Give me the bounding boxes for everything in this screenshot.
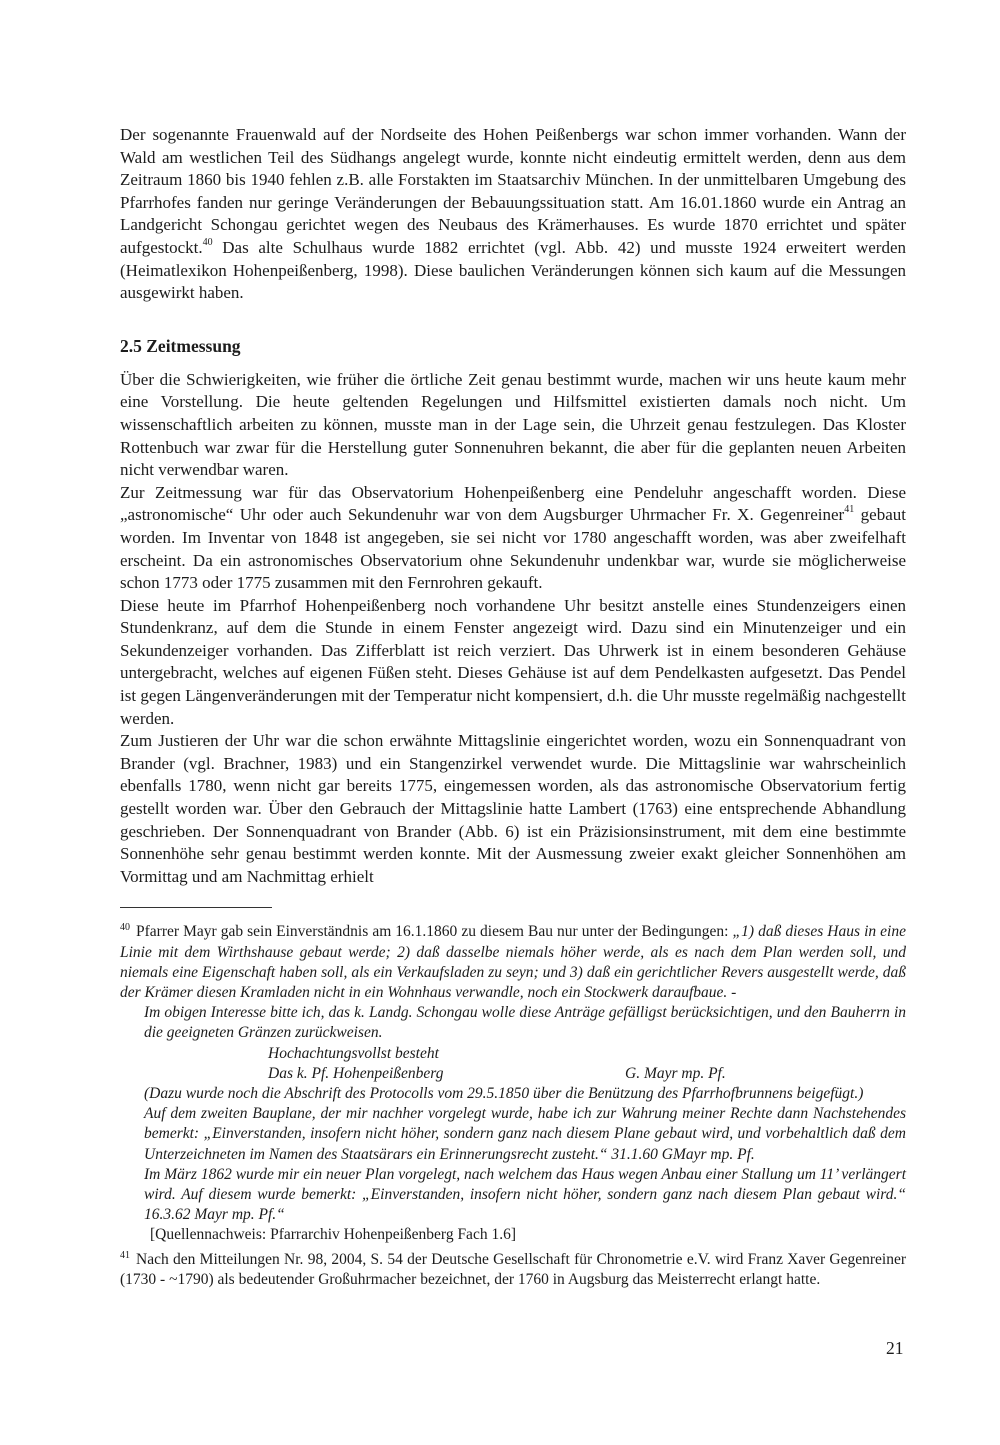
footnote-40-first: [120, 918, 906, 1003]
paragraph-2-text-b: gebaut worden. Im Inventar von 1848 ist angegeben, sie sei nicht vor 1780 angeschafft worden, was aber zweifelhaft erscheint. Da ein astronomisches Observatorium ohne Sekundenuhr undenkbar war, wurde sie möglicherweise schon 1773 oder 1775 zusammen mit den Fernrohren gekauft.: [120, 505, 906, 593]
paragraph-3: Diese heute im Pfarrhof Hohenpeißenberg noch vorhandene Uhr besitzt anstelle eines Stundenzeigers einen Stundenkranz, auf dem die Stunde in einem Fenster angezeigt wird. Dazu sind ein Minutenzeiger und ein Sekundenzeiger vorhanden. Das Zifferblatt ist reich verziert. Das Uhrwerk ist in einem besonderen Gehäuse untergebracht, welches auf eigenen Füßen steht. Dieses Gehäuse ist auf dem Pendelkasten aufgesetzt. Das Pendel ist gegen Längenveränderungen mit der Temperatur nicht kompensiert, d.h. die Uhr musste regelmäßig nachgestellt werden.: [120, 595, 906, 728]
footnote-divider: [120, 907, 272, 908]
page-number: 21: [886, 1338, 904, 1358]
footnote-40-quote: „1) daß dieses Haus in eine Linie mit dem Wirthshause gebaut werde; 2) daß dasselbe niemals höher werde, als es nach dem Plan werden soll, und niemals eine Eigenschaft haben soll, als ein Verkaufsladen zu seyn; und 3) daß ein gerichtlicher Revers ausgestellt werde, daß der Krämer diesen Kramladen nicht in ein Wohnhaus verwandle, noch ein Stockwerk daraufbaue. -: [120, 923, 906, 1002]
footnote-41-number: 41: [120, 1249, 130, 1261]
footnote-40-sign-right: G. Mayr mp. Pf.: [625, 1064, 726, 1082]
footnote-40-intro: Pfarrer Mayr gab sein Einverständnis am 16.1.1860 zu diesem Bau nur unter der Bedingungen:: [136, 923, 733, 941]
footnote-40-closing: Hochachtungsvollst besteht: [268, 1044, 439, 1062]
page-content: [120, 124, 906, 1290]
paragraph-2-text-a: Zur Zeitmessung war für das Observatorium Hohenpeißenberg eine Pendeluhr angeschafft worden. Diese „astronomische“ Uhr oder auch Sekundenuhr war von dem Augsburger Uhrmacher Fr. X. Gegenreiner: [120, 482, 906, 525]
footnote-41-text-block: [120, 1246, 906, 1290]
paragraph-1: Über die Schwierigkeiten, wie früher die örtliche Zeit genau bestimmt wurde, machen wir uns heute kaum mehr eine Vorstellung. Die heute geltenden Regelungen und Hilfsmittel existierten damals noch nicht. Um wissenschaftlich arbeiten zu können, musste man in der Lage sein, die Uhrzeit genau festzulegen. Das Kloster Rottenbuch war zwar für die Herstellung guter Sonnenuhren bekannt, die aber für die geplanten neuen Arbeiten nicht verwendbar waren.: [120, 369, 906, 480]
section-heading: 2.5 Zeitmessung: [120, 335, 241, 356]
footnote-40-number: 40: [120, 922, 130, 934]
footnote-ref-40[interactable]: 40: [202, 236, 213, 248]
footnote-41: [120, 1246, 906, 1290]
intro-paragraph: [120, 124, 906, 305]
footnote-40-sign-left: Das k. Pf. Hohenpeißenberg: [268, 1064, 444, 1082]
footnote-40-second-plan: Auf dem zweiten Bauplane, der mir nachher vorgelegt wurde, habe ich zur Wahrung meiner Rechte dann Nachstehendes bemerkt: „Einverstanden, insofern nicht höher, sondern ganz nach diesem Plane gebaut wird, und vorbehaltlich daß dem Unterzeichneten im Namen des Staatsärars ein Erinnerungsrecht zusteht.“ 31.1.60 GMayr mp. Pf.: [144, 1105, 906, 1163]
paragraph-4: Zum Justieren der Uhr war die schon erwähnte Mittagslinie eingerichtet worden, wozu ein Sonnenquadrant von Brander (vgl. Brachner, 1983) und ein Stangenzirkel verwendet wurde. Die Mittagslinie war wahrscheinlich ebenfalls 1780, wenn nicht gar bereits 1775, eingemessen worden, als das astronomische Observatorium fertig gestellt worden war. Über den Gebrauch der Mittagslinie hatte Lambert (1763) eine entsprechende Abhandlung geschrieben. Der Sonnenquadrant von Brander (Abb. 6) ist ein Präzisionsinstrument, mit dem eine bestimmte Sonnenhöhe sehr genau bestimmt werden konnte. Mit der Ausmessung zweier exakt gleicher Sonnenhöhen am Vormittag und am Nachmittag erhielt: [120, 731, 906, 886]
intro-text-continued: Das alte Schulhaus wurde 1882 errichtet (vgl. Abb. 42) und musste 1924 erweitert werden (Heimatlexikon Hohenpeißenberg, 1998). Diese baulichen Veränderungen können sich kaum auf die Messungen ausgewirkt haben.: [120, 237, 906, 303]
footnote-40-request: Im obigen Interesse bitte ich, das k. Landg. Schongau wolle diese Anträge gefälligst berücksichtigen, und den Bauherrn in die geeigneten Gränzen zurückweisen.: [144, 1004, 906, 1042]
intro-text: Der sogenannte Frauenwald auf der Nordseite des Hohen Peißenbergs war schon immer vorhanden. Wann der Wald am westlichen Teil des Südhangs angelegt wurde, konnte nicht eindeutig ermittelt werden, denn aus dem Zeitraum 1860 bis 1940 fehlen z.B. alle Forstakten im Staatsarchiv München. In der unmittelbaren Umgebung des Pfarrhofes fanden nur geringe Veränderungen der Bebauungssituation statt. Am 16.01.1860 wurde ein Antrag an Landgericht Schongau gerichtet wegen des Neubaus des Krämerhauses. Es wurde 1870 errichtet und später aufgestockt.: [120, 125, 906, 257]
footnote-40-third-plan: Im März 1862 wurde mir ein neuer Plan vorgelegt, nach welchem das Haus wegen Anbau einer Stallung um 11’ verlängert wird. Auf diesem wurde bemerkt: „Einverstanden, insofern nicht höher, sondern ganz nach diesem Plan gebaut wird.“ 16.3.62 Mayr mp. Pf.“: [144, 1165, 906, 1224]
paragraph-2: [120, 482, 906, 595]
footnote-ref-41[interactable]: 41: [844, 504, 855, 516]
footnote-40-protocol-note: (Dazu wurde noch die Abschrift des Protocolls vom 29.5.1850 über die Benützung des Pfarrhofbrunnens beigefügt.): [144, 1085, 864, 1103]
footnote-40-signature: [120, 1064, 906, 1084]
footnote-40: [120, 918, 906, 1245]
footnote-40-source: [Quellennachweis: Pfarrarchiv Hohenpeißenberg Fach 1.6]: [150, 1226, 516, 1244]
footnote-41-text: Nach den Mitteilungen Nr. 98, 2004, S. 54 der Deutsche Gesellschaft für Chronometrie e.V. wird Franz Xaver Gegenreiner (1730 - ~1790) als bedeutender Großuhrmacher bezeichnet, der 1760 in Augsburg das Meisterrecht erlangt hatte.: [120, 1250, 906, 1288]
